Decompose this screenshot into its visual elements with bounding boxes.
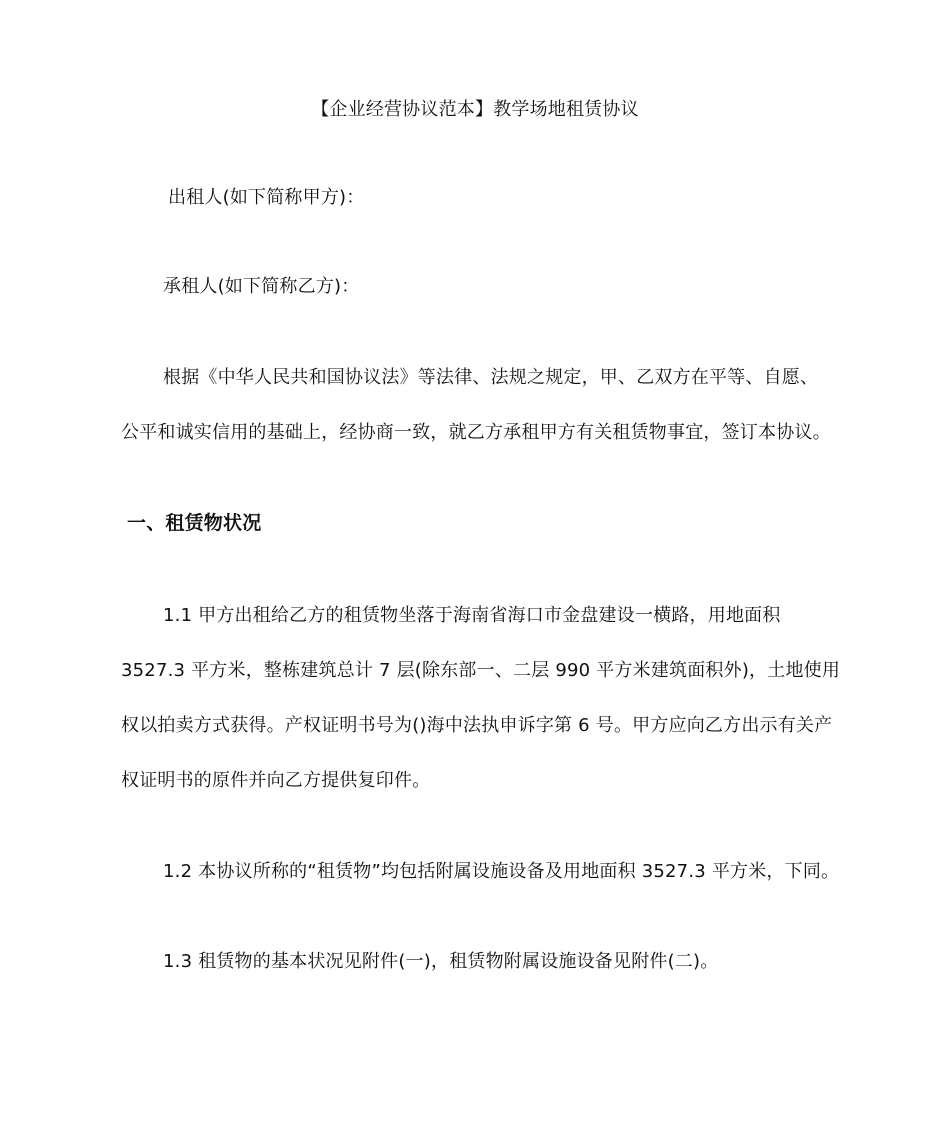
clause-1-1-line-4: 权证明书的原件并向乙方提供复印件。 xyxy=(121,770,431,791)
preamble-line-1: 根据《中华人民共和国协议法》等法律、法规之规定，甲、乙双方在平等、自愿、 xyxy=(163,367,819,388)
preamble-line-2: 公平和诚实信用的基础上，经协商一致，就乙方承租甲方有关租赁物事宜，签订本协议。 xyxy=(121,422,831,443)
clause-1-1-line-1: 1.1 甲方出租给乙方的租赁物坐落于海南省海口市金盘建设一横路，用地面积 xyxy=(163,605,781,626)
section-1-heading: 一、租赁物状况 xyxy=(127,512,262,534)
clause-1-2: 1.2 本协议所称的“租赁物”均包括附属设施设备及用地面积 3527.3 平方米，下同。 xyxy=(163,861,840,882)
lessor-line: 出租人(如下简称甲方)： xyxy=(168,187,365,208)
clause-1-3: 1.3 租赁物的基本状况见附件(一)，租赁物附属设施设备见附件(二)。 xyxy=(163,951,719,972)
document-title: 【企业经营协议范本】教学场地租赁协议 xyxy=(311,99,639,120)
clause-1-1-line-3: 权以拍卖方式获得。产权证明书号为()海中法执申诉字第 6 号。甲方应向乙方出示有关产 xyxy=(121,715,833,736)
lessee-line: 承租人(如下简称乙方)： xyxy=(163,276,360,297)
clause-1-1-line-2: 3527.3 平方米，整栋建筑总计 7 层(除东部一、二层 990 平方米建筑面积外)，土地使用 xyxy=(121,660,841,681)
